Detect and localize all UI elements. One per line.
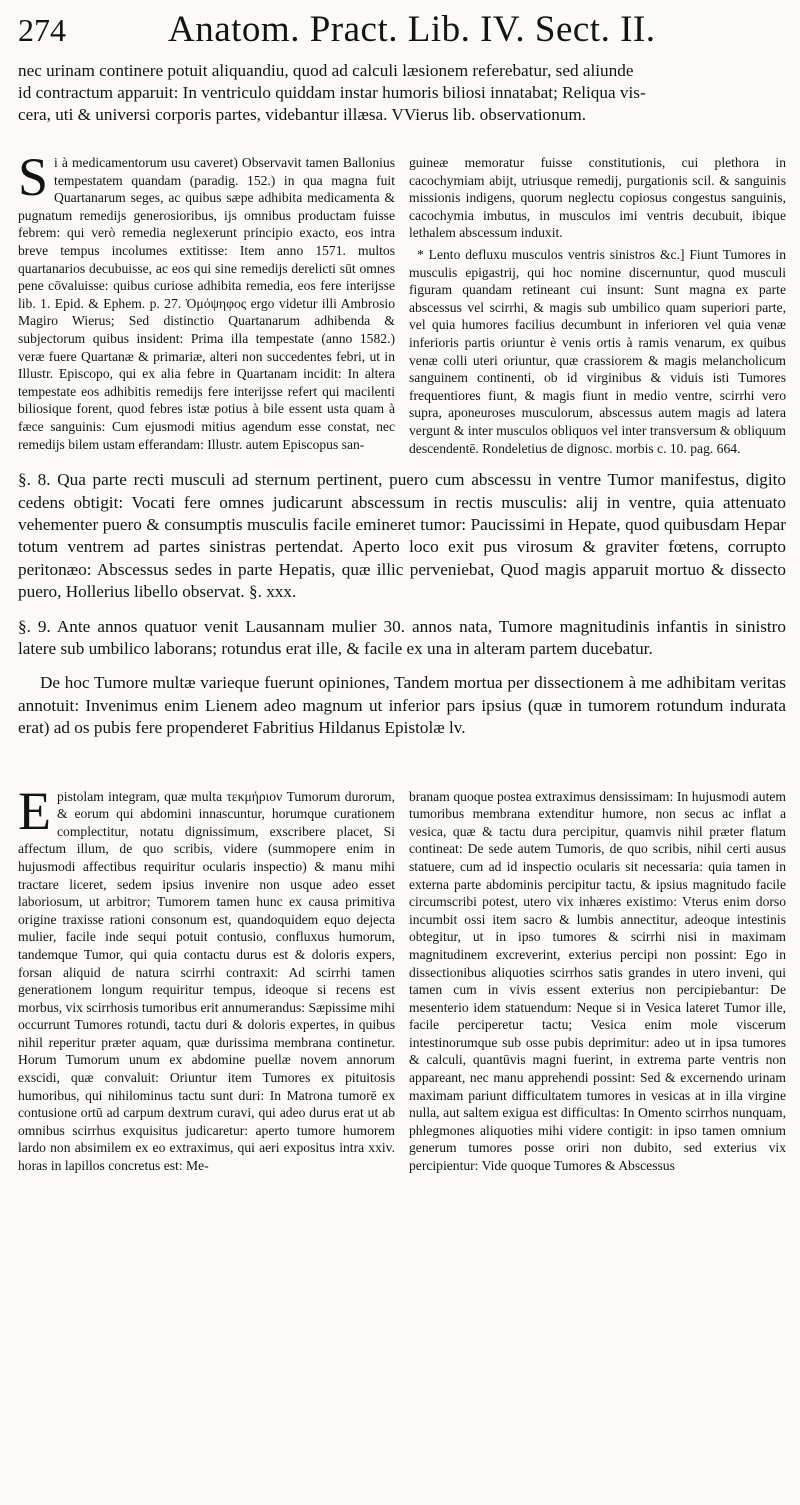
page-header: [18, 8, 786, 60]
commentary-left-column: [18, 147, 395, 457]
commentary-text: pistolam integram, quæ multa τεκμήριον Tumorum durorum, & eorum qui abdomini innascuntur, horumque curationem complectitur, notatu dignissimum, exscribere placet, Si affectum illum, de quo scribis, videre (summopere enim in hujusmodi affectibus requiritur ocularis inspectio) & manu mihi tractare liceret, sedem ipsius invenire non usque adeo esset laboriosum, ut arbitror; Tumorem tamen hunc ex causa primitiva origine traxisse rationi consonum est, quandoquidem equo dejecta mulier, facile inde sequi potuit contusio, confluxus humorum, tandemque Tumor, qui quia contactu durus est & doloris expers, forsan aliquid de natura scirrhi contraxit: Ad scirrhi tamen generationem longum requiritur tempus, ideoque si recens est morbus, vix scirrhosis tumoribus erit annumerandus: Sæpissime mihi occurrunt Tumores rotundi, tactu duri & doloris expertes, in quibus nihil reperitur præter aquam, quæ durissima membrana continetur. Horum Tumorum unum ex abdomine puellæ novem annorum exscidi, quæ convaluit: Oriuntur item Tumores ex pituitosis humoribus, qui nihilominus tactu sunt duri: In Matrona tumorē ex contusione ortū ad carpum dextrum curavi, qui adeo durus erat ut ab omnibus scirrhus exquisitus judicaretur: aperto tumore humorem lardo non absimilem ex eo extraximus, qui aeri expositus intra xxiv. horas in lapillos concretus est: Me-: [18, 788, 395, 1174]
observation-paragraph: De hoc Tumore multæ varieque fuerunt opiniones, Tandem mortua per dissectionem à me adhibitam veritas annotuit: Invenimus enim Lienem adeo magnum ut inferior pars ipsius (quæ in tumorem rotundum indurata erat) ad os pubis fere propenderet Fabritius Hildanus Epistolæ lv.: [18, 673, 786, 738]
commentary-left-column: [18, 780, 395, 1175]
commentary-text: i à medicamentorum usu caveret) Observavit tamen Ballonius tempestatem quandam (paradig. 152.) in qua magna fuit Quartanarum seges, ac quibus sæpe adhibita medicamenta & pugnatum remedijs generosioribus, ijs omnibus productam fuisse febrem: qui verò remedia neglexerunt principio exacto, eos intra breve tempus incolumes extitisse: Item anno 1571. multos quartanarios decubuisse, ac eos qui sine remedijs derelicti sūt omnes pene cōvaluisse: quibus curiose adhibita remedia, eos fere interijsse lib. 1. Epid. & Ephem. p. 27. Ὁμόψηφος ergo videtur illi Ambrosio Magiro Wierus; Sed distinctio Quartanarum adhibenda & subjectorum quibus insident: Prima illa tempestate (anno 1582.) veræ fuere Quartanæ & primariæ, alteri non succedentes febri, ut in Illustr. Episcopo, qui ex alia febre in Quartanam incidit: In altera tempestate eos adhibitis remedijs fere interijsse refert qui macilenti biliosique forent, quod febres istæ potius à bile essent usta quam à fæce sanguinis: Cum ejusmodi mitius agendum esse constat, nec remedijs bilem ustam efferandam: Illustr. autem Episcopus san-: [18, 155, 395, 452]
intro-line: id contractum apparuit: In ventriculo quiddam instar humoris biliosi innatabat; Reliqua vis-: [18, 83, 646, 102]
drop-cap: S: [18, 147, 49, 207]
section-9-paragraph: §. 9. Ante annos quatuor venit Lausannam mulier 30. annos nata, Tumore magnitudinis infantis in sinistro latere sub umbilico laborans; rotundus erat ille, & facile ex una in alteram partem ducebatur.: [18, 616, 786, 658]
running-title: Anatom. Pract. Lib. IV. Sect. II.: [168, 9, 656, 50]
commentary-text: guineæ memoratur fuisse constitutionis, cui plethora in cacochymiam abijt, utriusque remedij, purgationis scil. & sanguinis missionis indigens, quorum neglectu copiosus congestus sanguinis, cacochymia imbutus, in musculos imi ventris decubuit, ibique lethalem abscessum induxit.: [409, 155, 786, 241]
section-8-paragraph: §. 8. Qua parte recti musculi ad sternum pertinent, puero cum abscessu in ventre Tumor manifestus, digito cedens obtigit: Vocati fere omnes judicarunt abscessum in rectis musculis: alij in ventre, quia attenuato vehementer puero & consumptis musculis facile emineret tumor: Paucissimi in Hepate, quod quibusdam Hepar totum ventrem ad partes sinistras pertendat. Aperto loco exit pus virosum & graviter fœtens, corrupto peritonæo: Abscessus sedes in parte Hepatis, quæ illic perveniebat, Quod magis apparuit mortuo & dissecto puero, Hollerius libello observat. §. xxx.: [18, 470, 786, 602]
commentary-block-2: [18, 780, 786, 1175]
intro-paragraph: [18, 60, 786, 126]
commentary-right-column: [409, 788, 786, 1175]
commentary-text: branam quoque postea extraximus densissimam: In hujusmodi autem tumoribus membrana extenditur humore, non secus ac inflat a vesica, quæ & tactu dura percipitur, quamvis nihil præter flatum contineat: De sede autem Tumoris, de quo scribis, nihil certi ausus statuere, cum ad id inspectio ocularis sit necessaria: quia tamen in externa parte abdominis percipitur tactu, & ipsius magnitudo facile circumscribi potest, utero vix inhæres existimo: Vterus enim dorso incumbit ossi item sacro & lumbis annectitur, adeoque intestinis obtegitur, ut in ipso tumores & scirrhi nisi in maximam magnitudinem excreverint, exterius percipi non possint: Ego in dissectionibus aliquoties scirrhos satis grandes in utero inveni, qui tamen cum in vivis essent exterius non percipiebantur: De mesenterio idem statuendum: Neque si in Vesica lateret Tumor ille, facile perciperetur tactu; Vesica enim mole viscerum intestinorumque sub osse pubis deprimitur: adeo ut in ipsa tumores & calculi, quantūvis magni fuerint, in extrema parte ventris non appareant, nec manu apprehendi possint: Sed & excernendo urinam maximam pariunt difficultatem tumores in vesicas at in illa virgine nulla, aut saltem exigua est difficultas: In Omento scirrhos nunquam, phlegmones aliquoties mihi videre contigit: in ipso tamen omnium generum tumores posse oriri non dubito, sed exterius vix percipientur: Vide quoque Tumores & Abscessus: [409, 788, 786, 1174]
commentary-block-1: [18, 147, 786, 457]
intro-line: cera, uti & universi corporis partes, videbantur illæsa. VVierus lib. observationum.: [18, 105, 587, 124]
commentary-right-column: [409, 154, 786, 457]
drop-cap: E: [18, 780, 51, 841]
main-text-block: [18, 469, 786, 739]
page-number: 274: [18, 12, 66, 48]
commentary-note: * Lento defluxu musculos ventris sinistros &c.] Fiunt Tumores in musculis epigastrij, qui hoc nomine discernuntur, quod musculi figuram quandam retineant cui insunt: Sunt magna ex parte abscessus vel scirrhi, & magis sub umbilico quam superiori parte, vel quia humores facilius decumbunt in inferioren vel quia venæ inferioris partis oriuntur è venis ortis à ramis venarum, ex quibus venæ colli uteri oriuntur, quæ crassiorem & magis melancholicum sanguinem continenti, ob id virginibus & viduis isti Tumores frequentiores fiunt, & magis fiunt in medio ventre, scirrhi vero supra, aponeuroses musculorum, abscessus autem magis ad latera vergunt & inter musculos obliquos vel inter transversum & obliquum descendentē. Rondeletius de dignosc. morbis c. 10. pag. 664.: [409, 246, 786, 456]
intro-line: nec urinam continere potuit aliquandiu, quod ad calculi læsionem referebatur, sed aliunde: [18, 61, 634, 80]
